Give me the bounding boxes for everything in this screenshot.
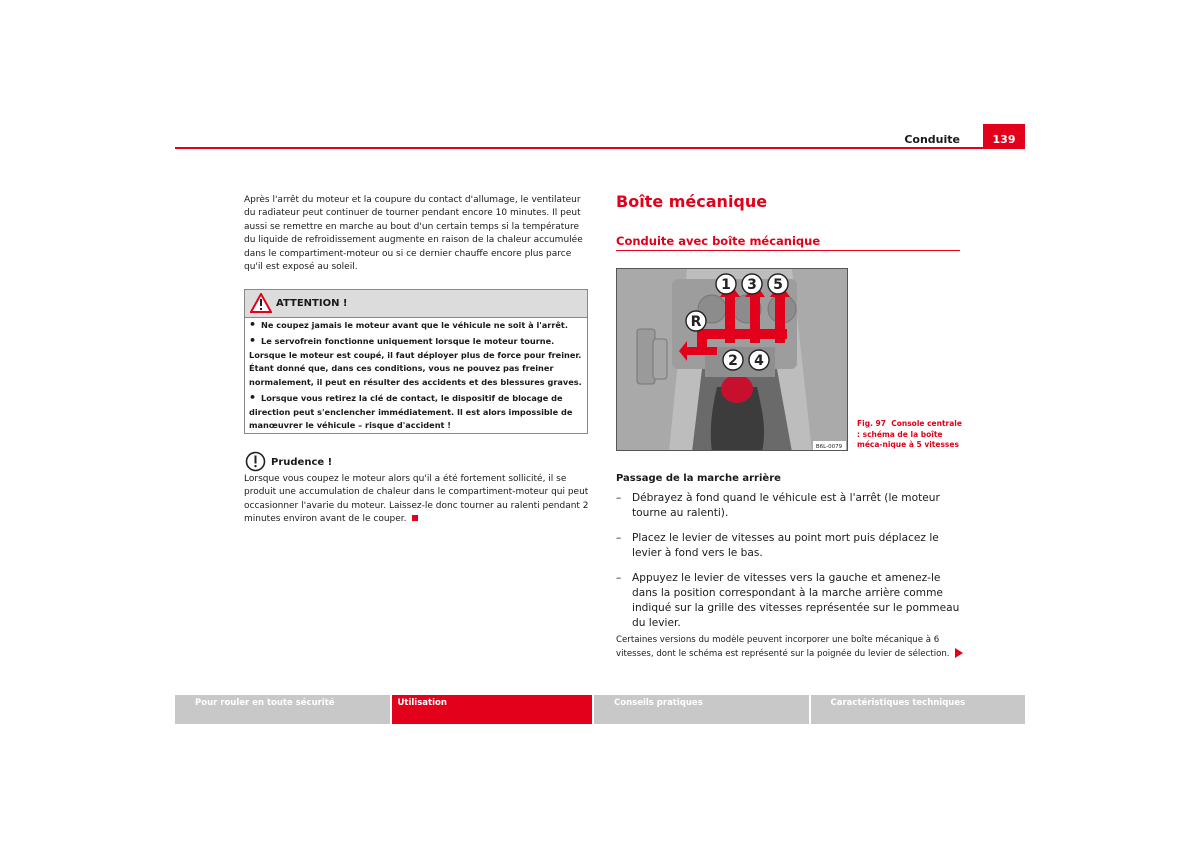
note-paragraph: Certaines versions du modèle peuvent incorporer une boîte mécanique à 6 vitesses, dont le schéma est représenté sur la poignée du levier de sélection. — [616, 634, 966, 661]
continue-arrow-icon — [955, 648, 963, 658]
gear-label-2: 2 — [728, 353, 738, 369]
step-item: – Placez le levier de vitesses au point mort puis déplacez le levier à fond vers le bas. — [616, 532, 939, 559]
subsection-title: Conduite avec boîte mécanique — [616, 234, 821, 248]
step-item: – Appuyez le levier de vitesses vers la gauche et amenez-le dans la position correspondant à la marche arrière comme indiqué sur la grille des vitesses représentée sur le pommeau du levier. — [616, 572, 960, 629]
dash: – — [616, 532, 622, 544]
tab-utilisation[interactable]: Utilisation — [392, 695, 593, 724]
header-rule — [175, 147, 985, 149]
warning-triangle-icon — [250, 293, 272, 313]
bullet-icon: • — [249, 318, 257, 331]
tab-caracteristiques[interactable]: Caractéristiques techniques — [811, 695, 1026, 724]
end-marker-icon — [412, 515, 418, 521]
subsection-rule — [616, 250, 960, 251]
dash: – — [616, 492, 622, 504]
warning-item: • Ne coupez jamais le moteur avant que le véhicule ne soit à l'arrêt. — [249, 318, 568, 331]
step-item: – Débrayez à fond quand le véhicule est à l'arrêt (le moteur tourne au ralenti). — [616, 492, 940, 519]
caution-exclamation-icon — [245, 451, 266, 472]
bullet-icon: • — [249, 334, 257, 347]
tab-securite[interactable]: Pour rouler en toute sécurité — [175, 695, 390, 724]
gear-label-3: 3 — [747, 277, 757, 293]
gearbox-figure — [616, 268, 848, 451]
tab-conseils[interactable]: Conseils pratiques — [594, 695, 809, 724]
warning-item: • Le servofrein fonctionne uniquement lorsque le moteur tourne. Lorsque le moteur est coupé, il faut déployer plus de force pour freiner. Étant donné que, dans ces conditions, vous ne pouvez pas freiner normalement, il peut en résulter des accidents et des blessures graves. — [249, 334, 582, 387]
gearbox-illustration — [617, 269, 848, 451]
warning-box — [244, 289, 588, 434]
caution-paragraph: Lorsque vous coupez le moteur alors qu'il a été fortement sollicité, il se produit une accumulation de chaleur dans le compartiment-moteur qui peut occasionner l'avarie du moteur. Laissez-le donc tourner au ralenti pendant 2 minutes environ avant de le couper. — [244, 474, 589, 525]
page-number: 139 — [983, 124, 1025, 149]
figure-code: B6L-0079 — [815, 444, 843, 450]
procedure-title: Passage de la marche arrière — [616, 473, 781, 484]
warning-header — [245, 290, 587, 318]
gear-label-1: 1 — [721, 277, 731, 293]
gear-label-4: 4 — [754, 353, 764, 369]
warning-item: • Lorsque vous retirez la clé de contact, le dispositif de blocage de direction peut s'enclencher immédiatement. Il est alors impossible de manœuvrer le véhicule – risque d'accident ! — [249, 391, 573, 430]
gear-label-r: R — [690, 314, 702, 330]
intro-paragraph: Après l'arrêt du moteur et la coupure du contact d'allumage, le ventilateur du radiateur peut continuer de tourner pendant encore 10 minutes. Il peut aussi se remettre en marche au bout d'un certain temps si la température du liquide de refroidissement augmente en raison de la chaleur accumulée dans le compartiment-moteur ou si ce dernier chauffe encore plus parce qu'il est exposé au soleil. — [244, 195, 583, 273]
caution-title: Prudence ! — [271, 457, 333, 468]
footer-tabs — [175, 695, 1025, 724]
bullet-icon: • — [249, 391, 257, 404]
running-header-title: Conduite — [904, 133, 960, 146]
section-title: Boîte mécanique — [616, 192, 768, 211]
warning-title: ATTENTION ! — [276, 298, 348, 309]
dash: – — [616, 572, 622, 584]
figure-caption: Fig. 97 Console centrale : schéma de la boîte méca-nique à 5 vitesses — [857, 419, 962, 449]
gear-label-5: 5 — [773, 277, 783, 293]
